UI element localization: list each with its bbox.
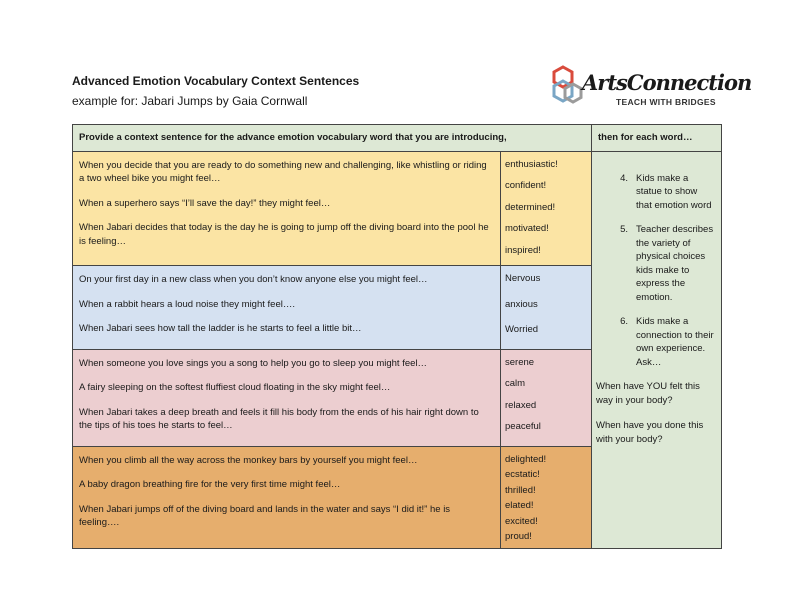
emotion-word: Worried bbox=[505, 324, 539, 335]
context-sentence: When Jabari decides that today is the day he is going to jump off the diving board into the pool he is feeling… bbox=[79, 222, 489, 247]
context-sentence: A fairy sleeping on the softest fluffiest cloud floating in the sky might feel… bbox=[79, 382, 391, 393]
context-sentence: When a rabbit hears a loud noise they might feel…. bbox=[79, 298, 295, 310]
context-sentence: A baby dragon breathing fire for the very first time might feel… bbox=[79, 479, 341, 490]
emotion-group-row bbox=[73, 151, 722, 266]
words-cell bbox=[501, 349, 592, 446]
step-text: Teacher describes the variety of physical choices kids make to express the emotion. bbox=[636, 224, 714, 303]
emotion-word: excited! bbox=[505, 515, 538, 527]
sentences-cell bbox=[73, 266, 501, 350]
emotion-word: inspired! bbox=[505, 244, 541, 256]
emotion-word: thrilled! bbox=[505, 484, 536, 496]
emotion-word: determined! bbox=[505, 201, 556, 213]
words-cell bbox=[501, 446, 592, 548]
header-then: then for each word… bbox=[592, 125, 722, 152]
emotion-word: ecstatic! bbox=[505, 469, 540, 480]
context-sentence: When a superhero says “I’ll save the day!” they might feel… bbox=[79, 197, 331, 209]
activity-step bbox=[596, 315, 715, 369]
document-title: Advanced Emotion Vocabulary Context Sentences bbox=[72, 74, 360, 88]
activity-steps-cell bbox=[592, 151, 722, 548]
context-sentence: When Jabari jumps off of the diving board and lands in the water and says “I did it!” he is feeling…. bbox=[79, 503, 451, 528]
context-sentence: When Jabari takes a deep breath and feels it fill his body from the ends of his hair right down to the tips of his toes he starts to feel… bbox=[79, 406, 479, 431]
words-cell bbox=[501, 266, 592, 350]
emotion-word: delighted! bbox=[505, 453, 547, 465]
activity-step bbox=[596, 223, 715, 304]
emotion-word: proud! bbox=[505, 531, 532, 542]
header-instruction: Provide a context sentence for the advance emotion vocabulary word that you are introducing, bbox=[73, 125, 592, 152]
emotion-word: calm bbox=[505, 378, 526, 389]
sentences-cell bbox=[73, 151, 501, 266]
vocabulary-table bbox=[72, 124, 722, 549]
context-sentence: When Jabari sees how tall the ladder is he starts to feel a little bit… bbox=[79, 323, 362, 334]
words-cell bbox=[501, 151, 592, 266]
step-number: 4. bbox=[620, 172, 628, 184]
context-sentence: On your first day in a new class when you don’t know anyone else you might feel… bbox=[79, 274, 428, 285]
reflection-question: When have you done this with your body? bbox=[596, 420, 704, 445]
context-sentence: When someone you love sings you a song to help you go to sleep you might feel… bbox=[79, 357, 428, 369]
sentences-cell bbox=[73, 446, 501, 548]
logo-tagline: TEACH WITH BRIDGES bbox=[616, 97, 716, 107]
step-number: 5. bbox=[620, 224, 628, 235]
activity-step bbox=[596, 172, 715, 213]
step-text: Kids make a statue to show that emotion word bbox=[636, 172, 712, 211]
reflection-question: When have YOU felt this way in your body? bbox=[596, 381, 700, 406]
emotion-word: motivated! bbox=[505, 223, 549, 234]
emotion-word: serene bbox=[505, 356, 535, 368]
emotion-word: confident! bbox=[505, 180, 547, 191]
sentences-cell bbox=[73, 349, 501, 446]
emotion-word: anxious bbox=[505, 298, 538, 310]
emotion-word: relaxed bbox=[505, 399, 537, 411]
emotion-word: elated! bbox=[505, 500, 534, 511]
context-sentence: When you decide that you are ready to do something new and challenging, like whistling or riding a two wheel bike you might feel… bbox=[79, 159, 487, 184]
emotion-word: peaceful bbox=[505, 421, 541, 432]
document-subtitle: example for: Jabari Jumps by Gaia Cornwall bbox=[72, 94, 308, 108]
step-text: Kids make a connection to their own experience. Ask… bbox=[636, 316, 714, 368]
emotion-word: enthusiastic! bbox=[505, 158, 558, 170]
logo-wordmark: ArtsConnection bbox=[582, 70, 752, 95]
context-sentence: When you climb all the way across the monkey bars by yourself you might feel… bbox=[79, 454, 418, 466]
step-number: 6. bbox=[620, 316, 628, 327]
emotion-word: Nervous bbox=[505, 273, 541, 284]
artsconnection-logo bbox=[548, 64, 752, 110]
